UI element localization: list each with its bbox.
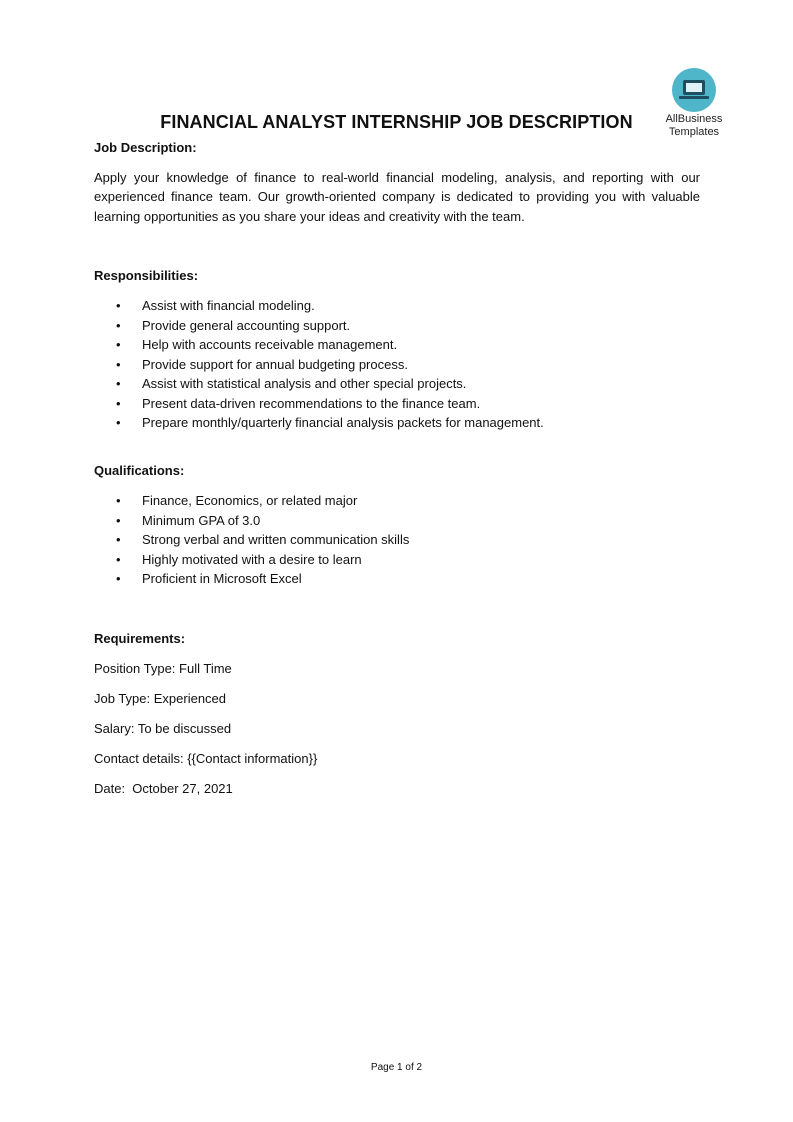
date: Date: October 27, 2021 (94, 781, 233, 796)
list-item: • Finance, Economics, or related major (94, 491, 409, 511)
list-item: • Present data-driven recommendations to the finance team. (94, 394, 544, 414)
list-item: • Proficient in Microsoft Excel (94, 569, 409, 589)
list-item: • Assist with statistical analysis and other special projects. (94, 374, 544, 394)
laptop-icon (672, 68, 716, 112)
bullet-icon: • (116, 512, 121, 528)
list-item: • Minimum GPA of 3.0 (94, 511, 409, 531)
job-type: Job Type: Experienced (94, 691, 227, 706)
list-item: • Provide general accounting support. (94, 316, 544, 336)
bullet-icon: • (116, 337, 121, 352)
bullet-icon: • (116, 317, 121, 333)
bullet-icon: • (116, 376, 121, 391)
qualifications-heading: Qualifications: (94, 463, 185, 478)
list-item: • Assist with financial modeling. (94, 296, 544, 316)
responsibilities-heading: Responsibilities: (94, 268, 199, 283)
bullet-icon: • (116, 571, 121, 586)
bullet-icon: • (116, 356, 121, 372)
bullet-icon: • (116, 532, 121, 547)
contact-details: Contact details: {{Contact information}} (94, 751, 318, 766)
bullet-icon: • (116, 493, 121, 508)
logo-text-line2: Templates (668, 126, 720, 138)
job-description-text: Apply your knowledge of finance to real-world financial modeling, analysis, and reporting with our experienced finance team. Our growth-oriented company is dedicated to providing you with valuable learning opportunities as you share your ideas and creativity with the team. (94, 170, 700, 224)
logo-text-line1: AllBusiness (665, 113, 723, 125)
responsibilities-list (94, 296, 544, 433)
salary: Salary: To be discussed (94, 721, 232, 736)
requirements-heading: Requirements: (94, 631, 186, 646)
list-item: • Prepare monthly/quarterly financial analysis packets for management. (94, 413, 544, 433)
bullet-icon: • (116, 298, 121, 313)
page-title: FINANCIAL ANALYST INTERNSHIP JOB DESCRIPTION (160, 112, 633, 132)
position-type: Position Type: Full Time (94, 661, 232, 676)
qualifications-list (94, 491, 409, 589)
bullet-icon: • (116, 415, 121, 430)
bullet-icon: • (116, 395, 121, 411)
job-description-heading: Job Description: (94, 140, 197, 155)
list-item: • Help with accounts receivable management. (94, 335, 544, 355)
list-item: • Highly motivated with a desire to learn (94, 550, 409, 570)
list-item: • Provide support for annual budgeting process. (94, 355, 544, 375)
page-number: Page 1 of 2 (370, 1062, 423, 1073)
bullet-icon: • (116, 551, 121, 567)
list-item: • Strong verbal and written communication skills (94, 530, 409, 550)
